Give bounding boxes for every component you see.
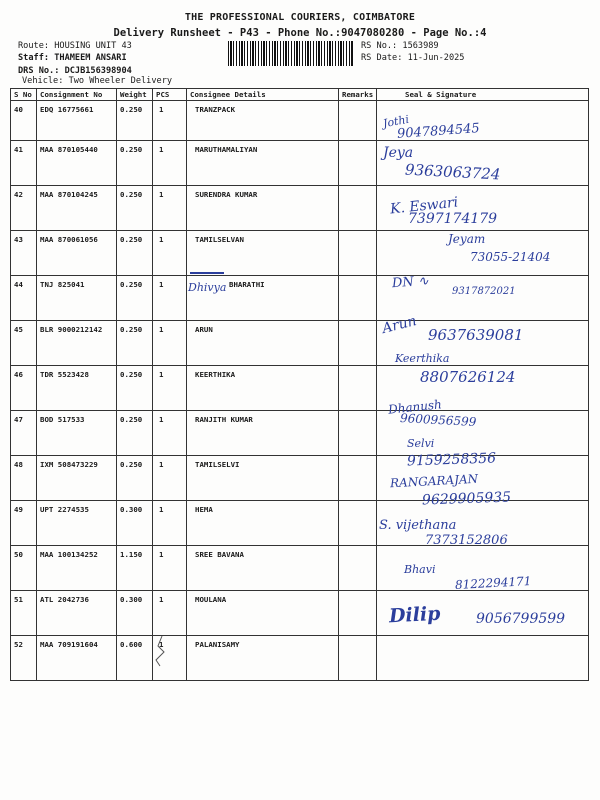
vehicle-label: Vehicle: Two Wheeler Delivery <box>22 76 173 86</box>
cell-weight: 0.250 <box>117 456 153 501</box>
cell-consignment: MAA 870061056 <box>37 231 117 276</box>
cell-sno: 51 <box>11 591 37 636</box>
hw-name-45: Arun <box>380 313 419 337</box>
hw-phone-45: 9637639081 <box>428 326 524 344</box>
table-header-row <box>11 89 589 101</box>
hw-name-40: Jothi <box>382 112 410 131</box>
cell-consignee: SURENDRA KUMAR <box>187 186 339 231</box>
cell-sno: 52 <box>11 636 37 681</box>
cell-sno: 43 <box>11 231 37 276</box>
cell-weight: 0.300 <box>117 501 153 546</box>
cell-pcs: 1 <box>153 546 187 591</box>
hw-name-44: Dhivya <box>188 281 227 294</box>
cell-pcs: 1 <box>153 231 187 276</box>
cell-remarks <box>339 276 377 321</box>
staff-label: Staff: THAMEEM ANSARI <box>18 53 127 63</box>
hw-phone-52: 9056799599 <box>476 611 566 627</box>
table-row <box>11 411 589 456</box>
cell-pcs: 1 <box>153 456 187 501</box>
cell-sno: 48 <box>11 456 37 501</box>
hw-phone-43: 73055-21404 <box>470 250 551 264</box>
cell-sno: 41 <box>11 141 37 186</box>
runsheet-title: Delivery Runsheet - P43 - Phone No.:9047080280 - Page No.:4 <box>113 27 487 39</box>
cell-consignee: MOULANA <box>187 591 339 636</box>
cell-weight: 1.150 <box>117 546 153 591</box>
cell-pcs: 1 <box>153 501 187 546</box>
cell-remarks <box>339 411 377 456</box>
hw-name-42: K. Eswari <box>389 194 459 218</box>
cell-pcs: 1 <box>153 591 187 636</box>
cell-consignee: BHARATHI <box>187 276 339 321</box>
drs-number: DRS No.: DCJB156398904 <box>18 66 132 76</box>
cell-consignee: TAMILSELVAN <box>187 231 339 276</box>
cell-consignment: MAA 870104245 <box>37 186 117 231</box>
cell-remarks <box>339 366 377 411</box>
cell-weight: 0.250 <box>117 276 153 321</box>
cell-remarks <box>339 141 377 186</box>
col-consignee: Consignee Details <box>187 89 339 101</box>
cell-consignee: SREE BAVANA <box>187 546 339 591</box>
cell-weight: 0.600 <box>117 636 153 681</box>
cell-sno: 46 <box>11 366 37 411</box>
hw-phone-49: 9629905935 <box>421 489 512 509</box>
cell-weight: 0.300 <box>117 591 153 636</box>
hw-name-46: Keerthika <box>395 352 450 365</box>
cell-consignment: BOD 517533 <box>37 411 117 456</box>
hw-sign-44: DN ∿ <box>391 273 430 292</box>
route-label: Route: HOUSING UNIT 43 <box>18 41 132 51</box>
cell-remarks <box>339 101 377 141</box>
cell-remarks <box>339 636 377 681</box>
hw-name-49: RANGARAJAN <box>389 471 479 491</box>
col-sno: S No <box>11 89 37 101</box>
cell-consignee: RANJITH KUMAR <box>187 411 339 456</box>
table-row <box>11 141 589 186</box>
cell-sno: 47 <box>11 411 37 456</box>
cell-consignee: KEERTHIKA <box>187 366 339 411</box>
hw-phone-51: 8122294171 <box>454 574 532 592</box>
hw-phone-44: 9317872021 <box>452 286 516 297</box>
hw-extra-42: Jeyam <box>448 232 486 246</box>
cell-pcs: 1 <box>153 411 187 456</box>
cell-remarks <box>339 456 377 501</box>
cell-consignment: MAA 100134252 <box>37 546 117 591</box>
cell-consignment: MAA 709191604 <box>37 636 117 681</box>
hw-phone-40: 9047894545 <box>396 121 481 142</box>
hw-phone-42: 7397174179 <box>408 211 498 227</box>
cell-remarks <box>339 546 377 591</box>
cell-consignment: TNJ 825041 <box>37 276 117 321</box>
cell-weight: 0.250 <box>117 141 153 186</box>
cell-sno: 50 <box>11 546 37 591</box>
hw-name-41: Jeya <box>383 145 414 161</box>
cell-consignee: PALANISAMY <box>187 636 339 681</box>
cell-weight: 0.250 <box>117 321 153 366</box>
cell-consignment: EDQ 16775661 <box>37 101 117 141</box>
hw-name-51: Bhavi <box>404 563 436 576</box>
hw-name-47: Dhanush <box>387 397 443 417</box>
hw-phone-48: 9159258356 <box>406 450 497 470</box>
stray-scribble <box>150 634 170 668</box>
rs-number: RS No.: 1563989 <box>361 41 439 51</box>
cell-sno: 45 <box>11 321 37 366</box>
cell-weight: 0.250 <box>117 186 153 231</box>
hw-phone-50: 7373152806 <box>425 533 508 548</box>
cell-signature <box>377 636 589 681</box>
cell-sno: 42 <box>11 186 37 231</box>
cell-pcs: 1 <box>153 186 187 231</box>
rs-date: RS Date: 11-Jun-2025 <box>361 53 465 63</box>
cell-consignment: BLR 9000212142 <box>37 321 117 366</box>
cell-pcs: 1 <box>153 141 187 186</box>
col-pcs: PCS <box>153 89 187 101</box>
cell-consignee: MARUTHAMALIYAN <box>187 141 339 186</box>
cell-remarks <box>339 186 377 231</box>
hw-name-52: Dilip <box>388 602 441 628</box>
col-weight: Weight <box>117 89 153 101</box>
hw-name-50: S. vijethana <box>379 518 457 533</box>
cell-pcs: 1 <box>153 276 187 321</box>
cell-consignment: ATL 2042736 <box>37 591 117 636</box>
cell-consignee: TAMILSELVI <box>187 456 339 501</box>
cell-pcs: 1 <box>153 636 187 681</box>
company-title: THE PROFESSIONAL COURIERS, COIMBATORE <box>184 12 416 23</box>
col-remarks: Remarks <box>339 89 377 101</box>
cell-pcs: 1 <box>153 366 187 411</box>
cell-consignee: HEMA <box>187 501 339 546</box>
cell-sno: 40 <box>11 101 37 141</box>
cell-sno: 49 <box>11 501 37 546</box>
cell-pcs: 1 <box>153 321 187 366</box>
table-row <box>11 636 589 681</box>
cell-weight: 0.250 <box>117 411 153 456</box>
table-row <box>11 276 589 321</box>
cell-remarks <box>339 501 377 546</box>
cell-consignment: TDR 5523428 <box>37 366 117 411</box>
barcode <box>228 41 354 66</box>
cell-pcs: 1 <box>153 101 187 141</box>
cell-consignment: MAA 870105440 <box>37 141 117 186</box>
cell-weight: 0.250 <box>117 101 153 141</box>
hw-phone-47: 9600956599 <box>399 411 477 429</box>
hw-name-48: Selvi <box>407 437 435 450</box>
cell-consignee: TRANZPACK <box>187 101 339 141</box>
cell-weight: 0.250 <box>117 231 153 276</box>
col-consignment: Consignment No <box>37 89 117 101</box>
cell-remarks <box>339 321 377 366</box>
cell-remarks <box>339 231 377 276</box>
cell-remarks <box>339 591 377 636</box>
table-row <box>11 186 589 231</box>
table-row <box>11 101 589 141</box>
hw-phone-41: 9363063724 <box>404 160 501 184</box>
col-signature: Seal & Signature <box>377 89 589 101</box>
cell-consignee: ARUN <box>187 321 339 366</box>
cell-consignment: IXM 508473229 <box>37 456 117 501</box>
cell-sno: 44 <box>11 276 37 321</box>
cell-consignment: UPT 2274535 <box>37 501 117 546</box>
strike-mark <box>190 272 224 274</box>
hw-phone-46: 8807626124 <box>420 368 516 386</box>
cell-weight: 0.250 <box>117 366 153 411</box>
